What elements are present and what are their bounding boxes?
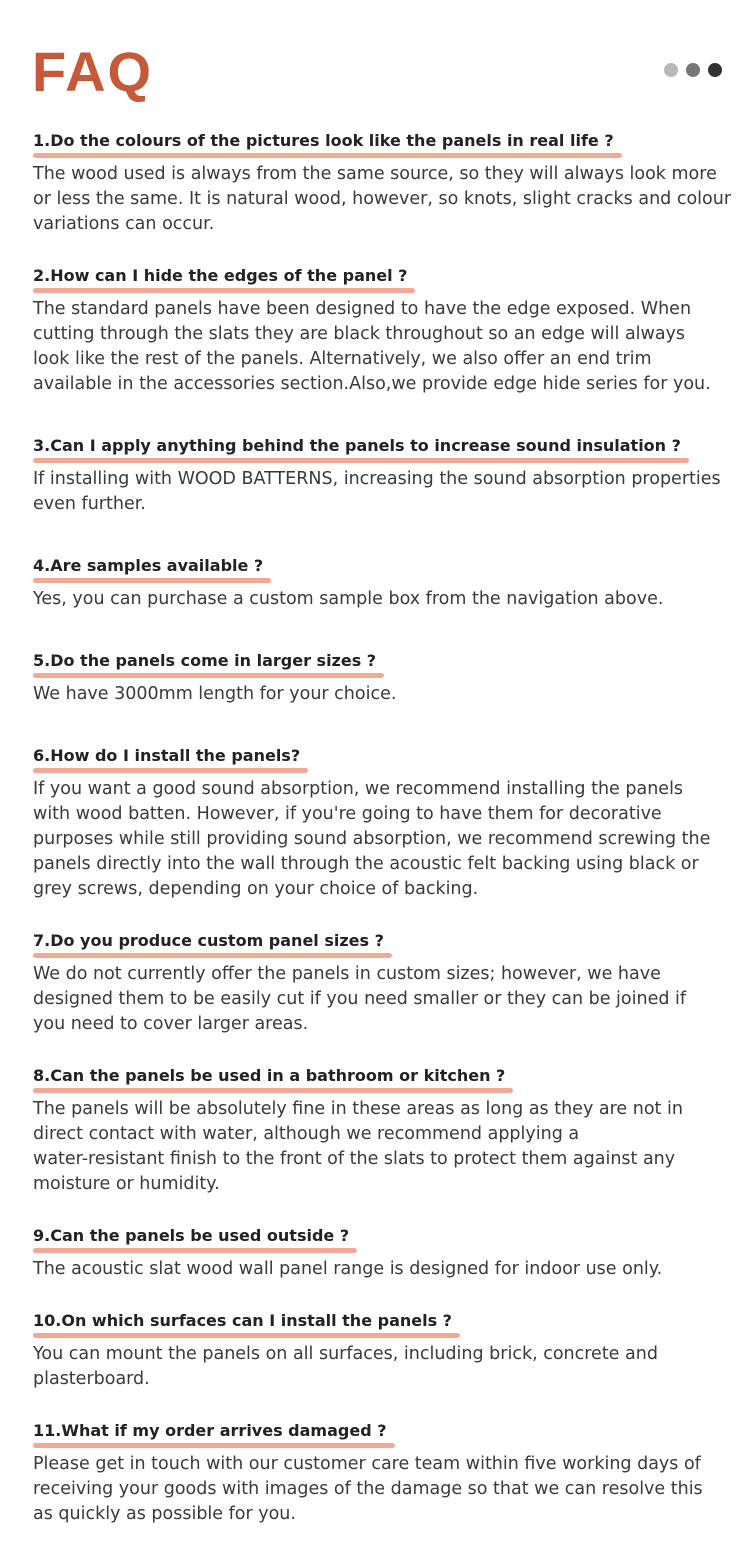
dot-indicator-1 [664, 63, 678, 77]
dot-indicator-3 [708, 63, 722, 77]
faq-item-5 [33, 650, 723, 707]
faq-question: 7.Do you produce custom panel sizes ? [33, 930, 392, 952]
faq-item-8 [33, 1065, 723, 1197]
faq-item-10 [33, 1310, 723, 1392]
faq-answer: You can mount the panels on all surfaces, including brick, concrete and plasterboard. [33, 1344, 658, 1389]
page-title: FAQ [32, 40, 154, 103]
faq-answer: Please get in touch with our customer care team within five working days of receiving your goods with images of the damage so that we can resolve this as quickly as possible for you. [33, 1454, 703, 1524]
faq-question: 6.How do I install the panels? [33, 745, 308, 767]
faq-answer: The standard panels have been designed to have the edge exposed. When cutting through the slats they are black throughout so an edge will always look like the rest of the panels. Alternatively, we also offer an end trim available in the accessories section.Also,we provide edge hide series for you. [33, 299, 711, 394]
faq-question: 11.What if my order arrives damaged ? [33, 1420, 395, 1442]
faq-item-11 [33, 1420, 723, 1527]
faq-question: 9.Can the panels be used outside ? [33, 1225, 357, 1247]
faq-answer: The panels will be absolutely fine in these areas as long as they are not in direct contact with water, although we recommend applying a water-resistant finish to the front of the slats to protect them against any moisture or humidity. [33, 1099, 683, 1194]
faq-answer: The wood used is always from the same source, so they will always look more or less the same. It is natural wood, however, so knots, slight cracks and colour variations can occur. [33, 164, 732, 234]
faq-item-4 [33, 555, 723, 612]
faq-answer: If you want a good sound absorption, we recommend installing the panels with wood batten. However, if you're going to have them for decorative purposes while still providing sound absorption, we recommend screwing the panels directly into the wall through the acoustic felt backing using black or grey screws, depending on your choice of backing. [33, 779, 711, 899]
faq-question: 1.Do the colours of the pictures look like the panels in real life ? [33, 130, 622, 152]
faq-item-6 [33, 745, 723, 902]
faq-question: 10.On which surfaces can I install the panels ? [33, 1310, 460, 1332]
faq-item-3 [33, 435, 723, 517]
pagination-dots [664, 63, 722, 77]
faq-answer: We do not currently offer the panels in custom sizes; however, we have designed them to be easily cut if you need smaller or they can be joined if you need to cover larger areas. [33, 964, 687, 1034]
faq-item-9 [33, 1225, 723, 1282]
faq-question: 4.Are samples available ? [33, 555, 271, 577]
dot-indicator-2 [686, 63, 700, 77]
faq-item-2 [33, 265, 723, 397]
faq-question: 8.Can the panels be used in a bathroom or kitchen ? [33, 1065, 513, 1087]
faq-answer: If installing with WOOD BATTERNS, increasing the sound absorption properties even further. [33, 469, 721, 514]
faq-question: 5.Do the panels come in larger sizes ? [33, 650, 384, 672]
faq-answer: We have 3000mm length for your choice. [33, 684, 397, 704]
faq-answer: Yes, you can purchase a custom sample box from the navigation above. [33, 589, 664, 609]
faq-question: 3.Can I apply anything behind the panels to increase sound insulation ? [33, 435, 689, 457]
faq-item-1 [33, 130, 732, 237]
faq-question: 2.How can I hide the edges of the panel ? [33, 265, 415, 287]
faq-item-7 [33, 930, 723, 1037]
faq-answer: The acoustic slat wood wall panel range is designed for indoor use only. [33, 1259, 663, 1279]
